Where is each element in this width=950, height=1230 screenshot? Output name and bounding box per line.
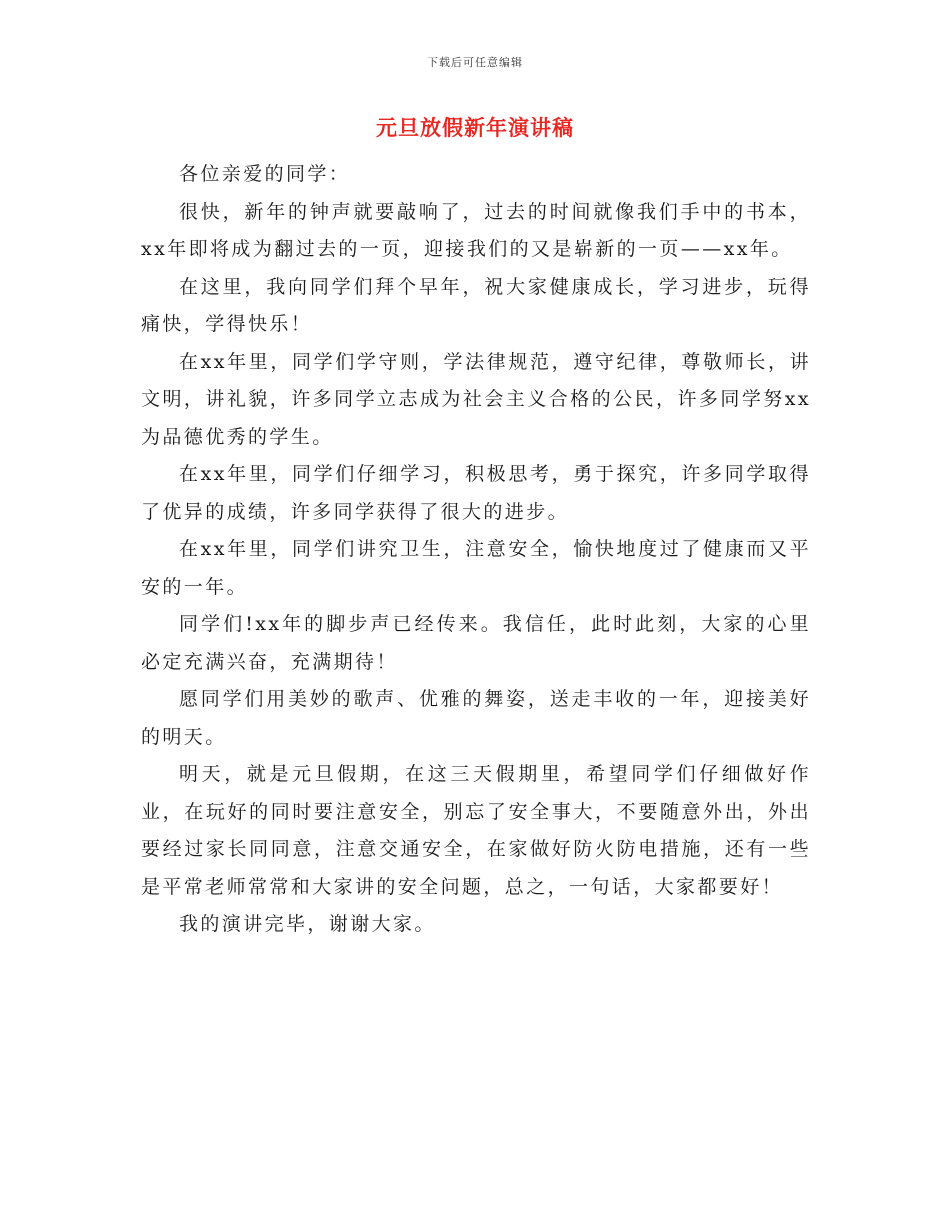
speech-body — [141, 156, 811, 944]
paragraph: 愿同学们用美妙的歌声、优雅的舞姿，送走丰收的一年，迎接美好的明天。 — [141, 688, 811, 748]
paragraph: 很快，新年的钟声就要敲响了，过去的时间就像我们手中的书本，xx年即将成为翻过去的一页，迎接我们的又是崭新的一页——xx年。 — [141, 200, 811, 260]
paragraph: 在xx年里，同学们讲究卫生，注意安全，愉快地度过了健康而又平安的一年。 — [141, 538, 811, 598]
paragraph: 明天，就是元旦假期，在这三天假期里，希望同学们仔细做好作业，在玩好的同时要注意安全，别忘了安全事大，不要随意外出，外出要经过家长同同意，注意交通安全，在家做好防火防电措施，还有一些是平常老师常常和大家讲的安全问题，总之，一句话，大家都要好！ — [141, 763, 811, 898]
header-note: 下载后可任意编辑 — [427, 56, 523, 69]
paragraph: 在xx年里，同学们仔细学习，积极思考，勇于探究，许多同学取得了优异的成绩，许多同学获得了很大的进步。 — [141, 463, 811, 523]
document-title: 元旦放假新年演讲稿 — [376, 115, 574, 140]
paragraph: 在xx年里，同学们学守则，学法律规范，遵守纪律，尊敬师长，讲文明，讲礼貌，许多同学立志成为社会主义合格的公民，许多同学努xx为品德优秀的学生。 — [141, 350, 811, 448]
salutation: 各位亲爱的同学： — [179, 163, 351, 185]
closing-line: 我的演讲完毕，谢谢大家。 — [179, 913, 436, 935]
paragraph: 在这里，我向同学们拜个早年，祝大家健康成长，学习进步，玩得痛快，学得快乐！ — [141, 275, 811, 335]
paragraph: 同学们!xx年的脚步声已经传来。我信任，此时此刻，大家的心里必定充满兴奋，充满期待！ — [141, 613, 811, 673]
